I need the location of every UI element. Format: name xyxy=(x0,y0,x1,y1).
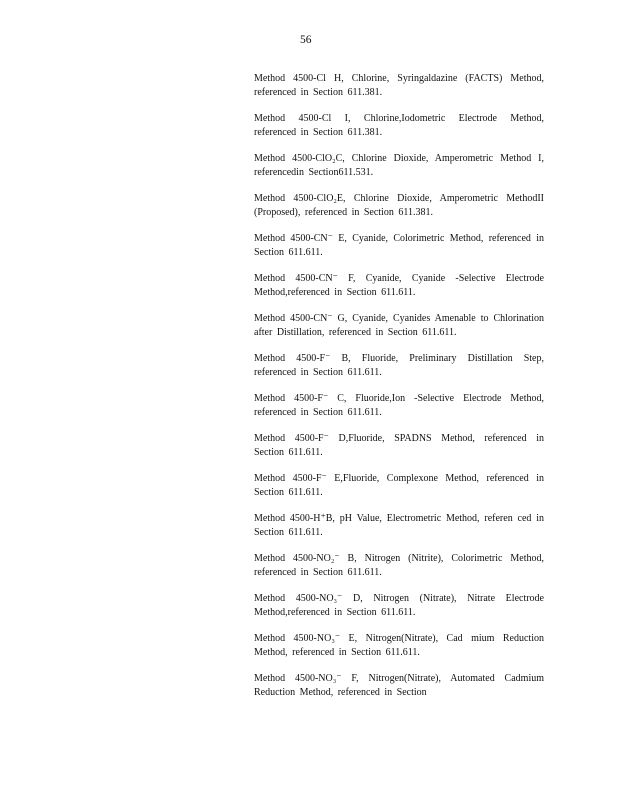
method-entry: Method 4500-H⁺B, pH Value, Electrometric Method, referen ced in Section 611.611. xyxy=(254,513,544,538)
method-entry: Method 4500-F⁻ D,Fluoride, SPADNS Method, referenced in Section 611.611. xyxy=(254,433,544,458)
method-entry: Method 4500-NO₃⁻ D, Nitrogen (Nitrate), Nitrate Electrode Method,referenced in Section 611.611. xyxy=(254,593,544,618)
method-entry: Method 4500-ClO₂C, Chlorine Dioxide, Amperometric Method I, referencedin Section611.531. xyxy=(254,153,544,178)
page-number: 56 xyxy=(300,34,312,46)
method-entry: Method 4500-Cl H, Chlorine, Syringaldazine (FACTS) Method, referenced in Section 611.381. xyxy=(254,73,544,98)
method-entry: Method 4500-CN⁻ E, Cyanide, Colorimetric Method, referenced in Section 611.611. xyxy=(254,233,544,258)
method-entry: Method 4500-F⁻ E,Fluoride, Complexone Method, referenced in Section 611.611. xyxy=(254,473,544,498)
method-entry: Method 4500-NO₂⁻ B, Nitrogen (Nitrite), Colorimetric Method, referenced in Section 611.611. xyxy=(254,553,544,578)
method-entry: Method 4500-ClO₂E, Chlorine Dioxide, Amperometric MethodII (Proposed), referenced in Section 611.381. xyxy=(254,193,544,218)
method-entry: Method 4500-F⁻ B, Fluoride, Preliminary Distillation Step, referenced in Section 611.611. xyxy=(254,353,544,378)
method-entry: Method 4500-CN⁻ G, Cyanide, Cyanides Amenable to Chlorination after Distillation, referenced in Section 611.611. xyxy=(254,313,544,338)
method-entry: Method 4500-F⁻ C, Fluoride,Ion -Selective Electrode Method, referenced in Section 611.611. xyxy=(254,393,544,418)
method-entry: Method 4500-NO₃⁻ E, Nitrogen(Nitrate), Cad mium Reduction Method, referenced in Section 611.611. xyxy=(254,633,544,658)
method-reference-list xyxy=(254,72,544,712)
method-entry: Method 4500-Cl I, Chlorine,Iodometric Electrode Method, referenced in Section 611.381. xyxy=(254,113,544,138)
method-entry: Method 4500-CN⁻ F, Cyanide, Cyanide -Selective Electrode Method,referenced in Section 611.611. xyxy=(254,273,544,298)
method-entry: Method 4500-NO₃⁻ F, Nitrogen(Nitrate), Automated Cadmium Reduction Method, referenced in Section xyxy=(254,673,544,698)
